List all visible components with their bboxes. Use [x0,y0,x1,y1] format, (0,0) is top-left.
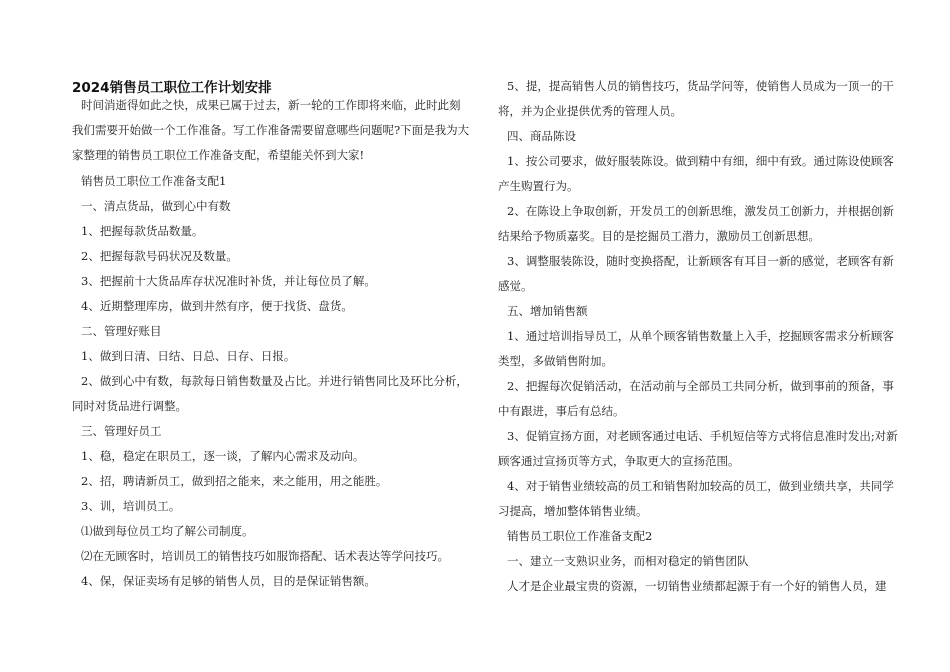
section-heading: 三、管理好员工 [81,424,162,438]
list-item: 3、促销宣扬方面，对老顾客通过电话、手机短信等方式将信息准时发出;对新 [507,429,898,443]
list-item: 1、稳，稳定在职员工，逐一谈，了解内心需求及动向。 [81,449,365,463]
list-item: 2、把握每次促销活动，在活动前与全部员工共同分析，做到事前的预备，事 [507,379,894,393]
list-item: 4、保，保证卖场有足够的销售人员，目的是保证销售额。 [81,574,376,588]
list-item: 1、通过培训指导员工，从单个顾客销售数量上入手，挖掘顾客需求分析顾客 [507,329,894,343]
section-heading: 二、管理好账目 [81,324,162,338]
paragraph-line: 家整理的销售员工职位工作准备支配，希望能关怀到大家! [72,148,365,162]
list-item: 2、做到心中有数，每款每日销售数量及占比。并进行销售同比及环比分析， [81,374,468,388]
list-item: 3、训，培训员工。 [81,499,181,513]
list-item: 产生购置行为。 [498,179,579,193]
list-item: 1、做到日清、日结、日总、日存、日报。 [81,349,296,363]
list-item: 2、招，聘请新员工，做到招之能来，来之能用，用之能胜。 [81,474,388,488]
list-item: 2、在陈设上争取创新，开发员工的创新思维，激发员工创新力，并根据创新 [507,204,894,218]
list-item: 顾客通过宣扬页等方式，争取更大的宣扬范围。 [498,454,740,468]
list-item: ⑵在无顾客时，培训员工的销售技巧如服饰搭配、话术表达等学问技巧。 [81,549,449,563]
list-item: 类型，多做销售附加。 [498,354,613,368]
list-item: 2、把握每款号码状况及数量。 [81,249,238,263]
list-item: 中有跟进，事后有总结。 [498,404,625,418]
paragraph-line: 时间消逝得如此之快，成果已属于过去，新一轮的工作即将来临，此时此刻 [81,98,461,112]
list-item: 结果给予物质嘉奖。目的是挖掘员工潜力，激励员工创新思想。 [498,229,820,243]
list-item: 将，并为企业提供优秀的管理人员。 [498,104,682,118]
section-heading: 一、建立一支熟识业务，而相对稳定的销售团队 [507,554,749,568]
list-item: 同时对货品进行调整。 [72,399,187,413]
paragraph-line: 人才是企业最宝贵的资源，一切销售业绩都起源于有一个好的销售人员，建 [507,579,887,593]
list-item: 4、对于销售业绩较高的员工和销售附加较高的员工，做到业绩共享，共同学 [507,479,894,493]
list-item: 1、按公司要求，做好服装陈设。做到精中有细，细中有致。通过陈设使顾客 [507,154,894,168]
list-item: 习提高，增加整体销售业绩。 [498,504,648,518]
list-item: 4、近期整理库房，做到井然有序，便于找货、盘货。 [81,299,353,313]
section-heading: 四、商品陈设 [507,129,576,143]
section-heading: 五、增加销售额 [507,304,588,318]
document-title: 2024销售员工职位工作计划安排 [72,80,272,96]
section-heading: 一、清点货品，做到心中有数 [81,199,231,213]
list-item: 1、把握每款货品数量。 [81,224,204,238]
subheading: 销售员工职位工作准备支配2 [507,529,653,543]
list-item: ⑴做到每位员工均了解公司制度。 [81,524,254,538]
paragraph-line: 我们需要开始做一个工作准备。写工作准备需要留意哪些问题呢?下面是我为大 [72,123,470,137]
subheading: 销售员工职位工作准备支配1 [81,174,227,188]
list-item: 3、把握前十大货品库存状况准时补货，并让每位员了解。 [81,274,376,288]
list-item: 感觉。 [498,279,533,293]
list-item: 5、提，提高销售人员的销售技巧，货品学问等，使销售人员成为一顶一的干 [507,79,894,93]
list-item: 3、调整服装陈设，随时变换搭配，让新顾客有耳目一新的感觉，老顾客有新 [507,254,894,268]
